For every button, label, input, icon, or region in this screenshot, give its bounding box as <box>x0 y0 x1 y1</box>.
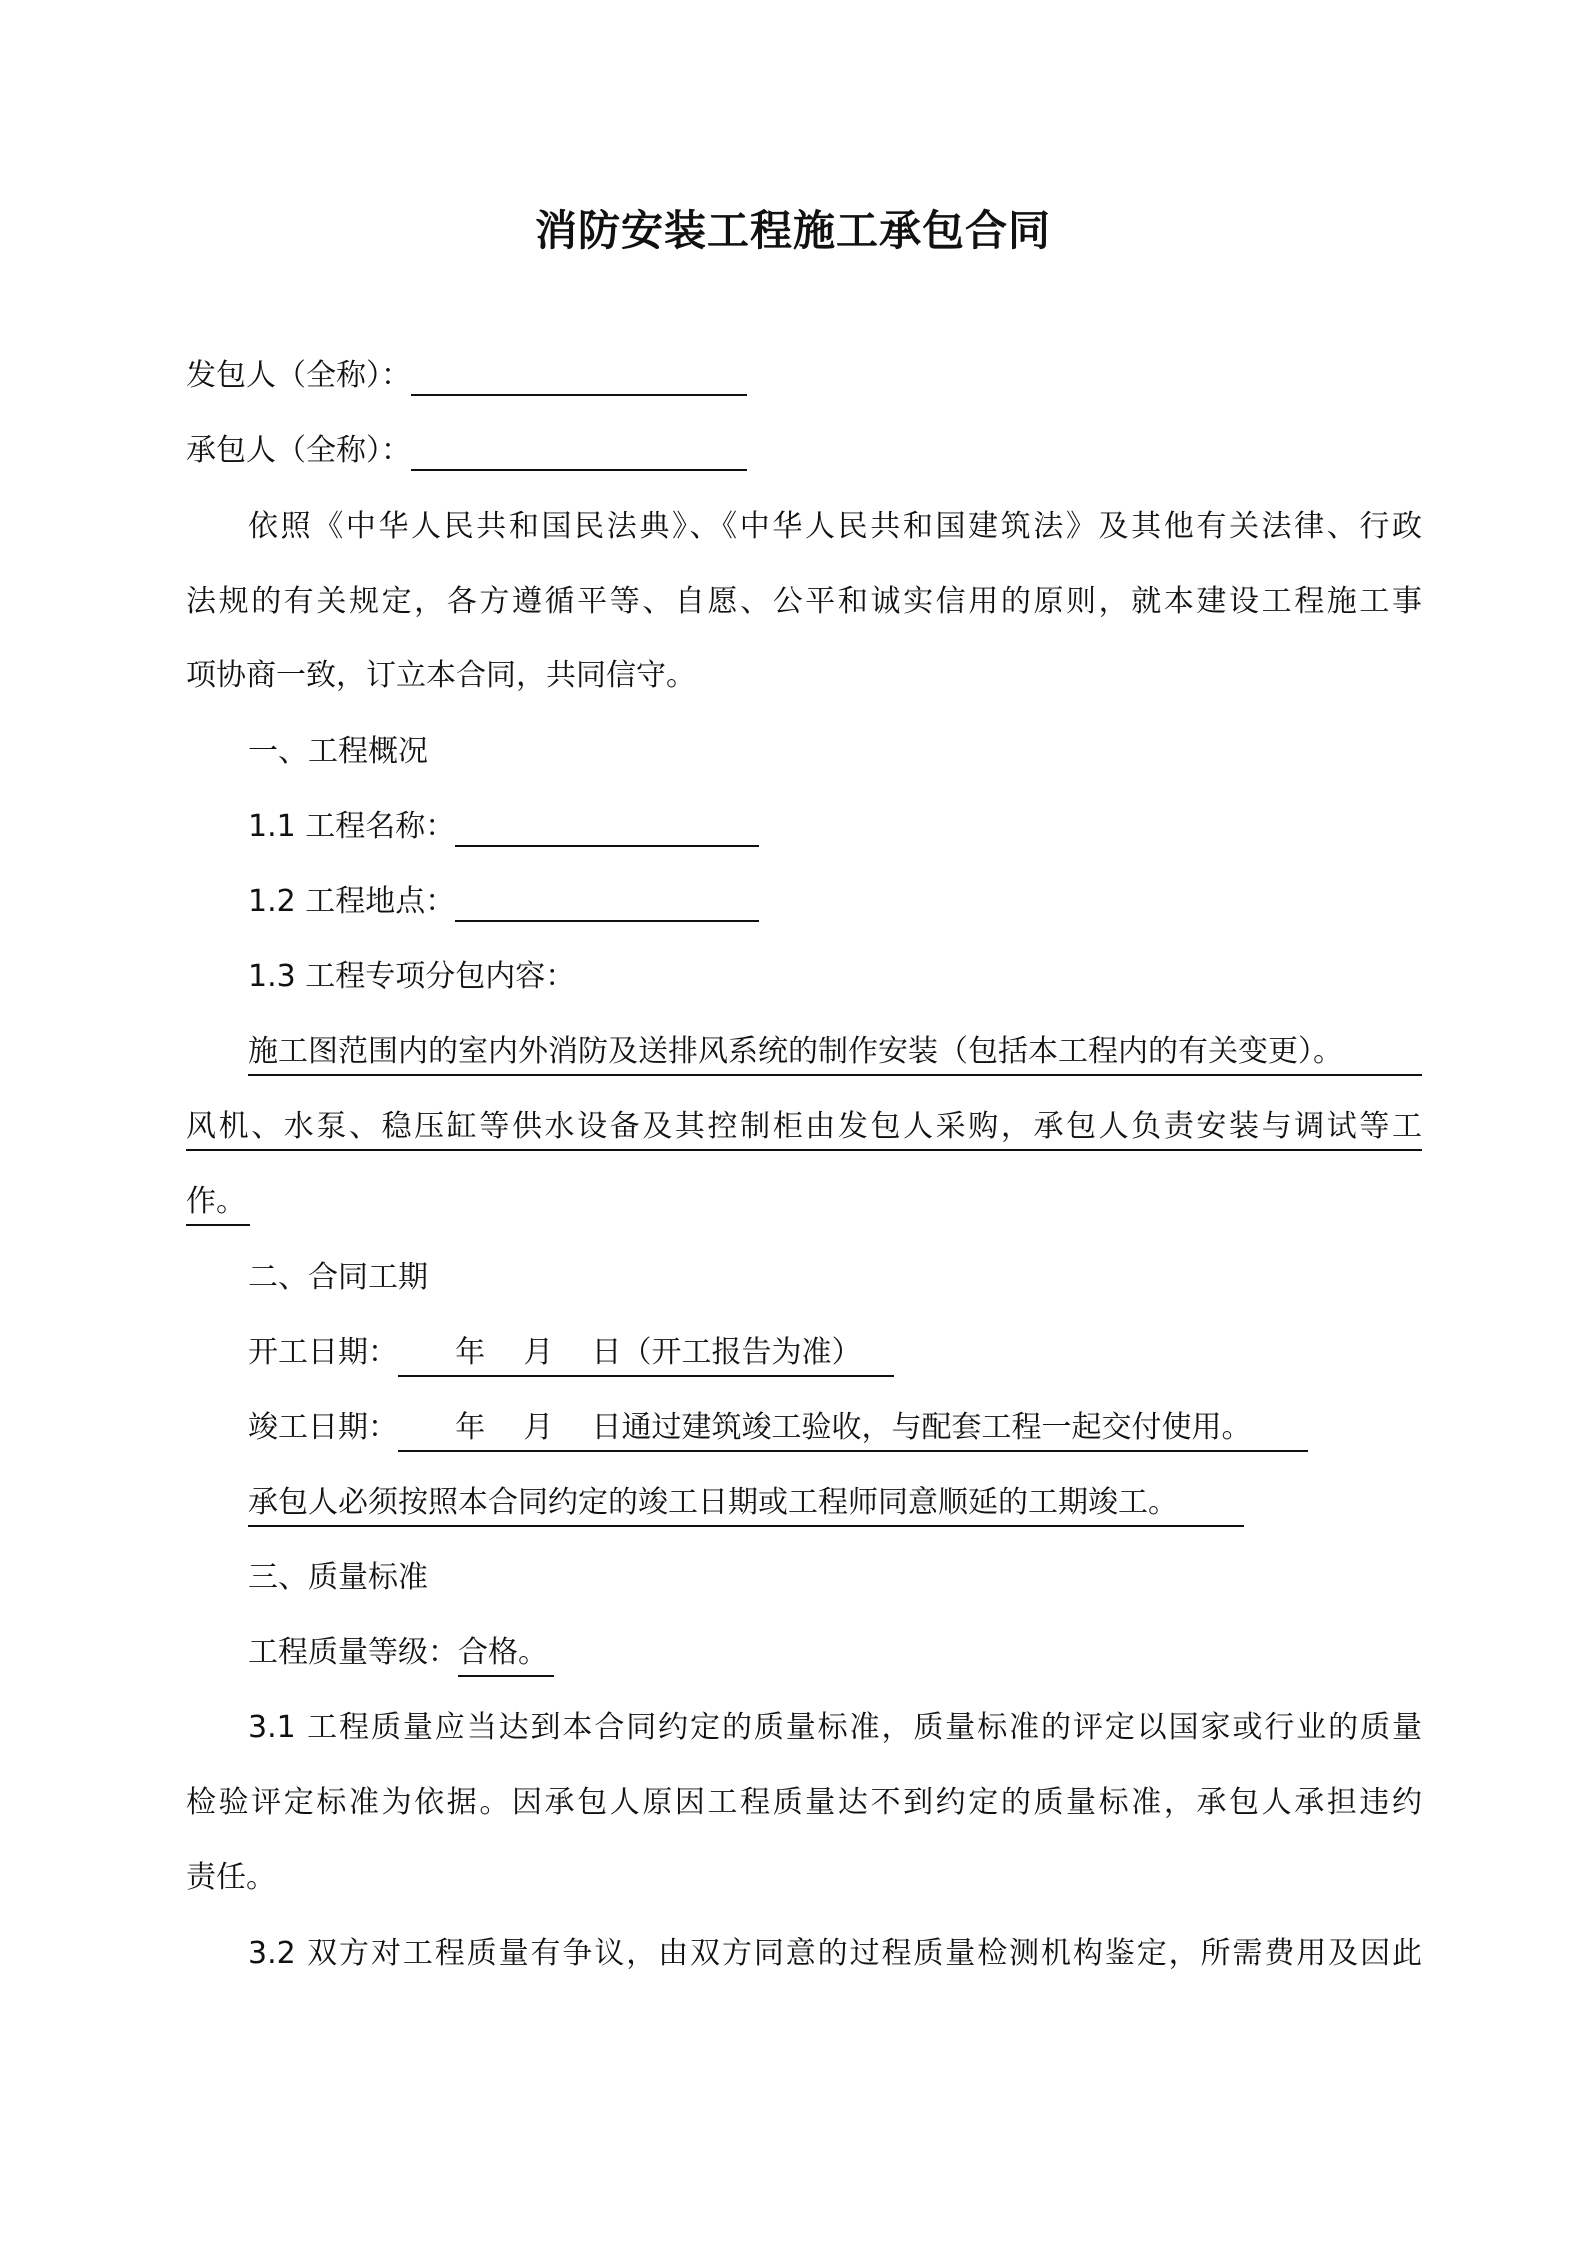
contractor-line <box>186 431 747 471</box>
section3-heading: 三、质量标准 <box>248 1560 428 1595</box>
quality-grade-value[interactable]: 合格。 <box>458 1633 554 1677</box>
project-location-label: 1.2 工程地点： <box>248 884 456 919</box>
scope-text-3: 作。 <box>186 1182 250 1226</box>
clause-3-1-line-3: 责任。 <box>186 1860 276 1895</box>
preamble-line-3: 项协商一致，订立本合同，共同信守。 <box>186 658 696 693</box>
start-date-label: 开工日期： <box>248 1335 398 1370</box>
clause-3-1-line-1: 3.1 工程质量应当达到本合同约定的质量标准，质量标准的评定以国家或行业的质量 <box>248 1710 1422 1745</box>
preamble-line-1: 依照《中华人民共和国民法典》、《中华人民共和国建筑法》及其他有关法律、行政 <box>248 509 1422 544</box>
finish-date-label: 竣工日期： <box>248 1410 398 1445</box>
subcontract-scope-label: 1.3 工程专项分包内容： <box>248 959 576 994</box>
scope-line-1 <box>248 1032 1422 1076</box>
contractor-name-blank[interactable] <box>411 435 747 471</box>
document-title: 消防安装工程施工承包合同 <box>534 206 1051 255</box>
quality-grade-label: 工程质量等级： <box>248 1635 458 1670</box>
quality-grade-line <box>248 1633 554 1677</box>
clause-3-1-line-2: 检验评定标准为依据。因承包人原因工程质量达不到约定的质量标准，承包人承担违约 <box>186 1785 1422 1820</box>
start-date-line <box>248 1333 894 1377</box>
finish-date-value[interactable]: 年 月 日通过建筑竣工验收，与配套工程一起交付使用。 <box>398 1408 1308 1452</box>
scope-text-1: 施工图范围内的室内外消防及送排风系统的制作安装（包括本工程内的有关变更）。 <box>248 1032 1422 1076</box>
completion-note: 承包人必须按照本合同约定的竣工日期或工程师同意顺延的工期竣工。 <box>248 1483 1244 1527</box>
section1-heading: 一、工程概况 <box>248 734 428 769</box>
project-name-line <box>248 807 759 847</box>
employer-line <box>186 356 747 396</box>
scope-line-3 <box>186 1182 250 1226</box>
project-location-blank[interactable] <box>455 886 759 922</box>
preamble-line-2: 法规的有关规定，各方遵循平等、自愿、公平和诚实信用的原则，就本建设工程施工事 <box>186 584 1422 619</box>
project-name-blank[interactable] <box>455 811 759 847</box>
project-name-label: 1.1 工程名称： <box>248 809 456 844</box>
scope-text-2: 风机、水泵、稳压缸等供水设备及其控制柜由发包人采购，承包人负责安装与调试等工 <box>186 1107 1422 1151</box>
project-location-line <box>248 882 759 922</box>
contractor-label: 承包人（全称）： <box>186 433 411 468</box>
start-date-value[interactable]: 年 月 日（开工报告为准） <box>398 1333 894 1377</box>
employer-label: 发包人（全称）： <box>186 358 411 393</box>
scope-line-2 <box>186 1107 1422 1151</box>
finish-date-line <box>248 1408 1308 1452</box>
completion-note-line <box>248 1483 1244 1527</box>
section2-heading: 二、合同工期 <box>248 1260 428 1295</box>
clause-3-2-line-1: 3.2 双方对工程质量有争议，由双方同意的过程质量检测机构鉴定，所需费用及因此 <box>248 1936 1422 1971</box>
employer-name-blank[interactable] <box>411 360 747 396</box>
